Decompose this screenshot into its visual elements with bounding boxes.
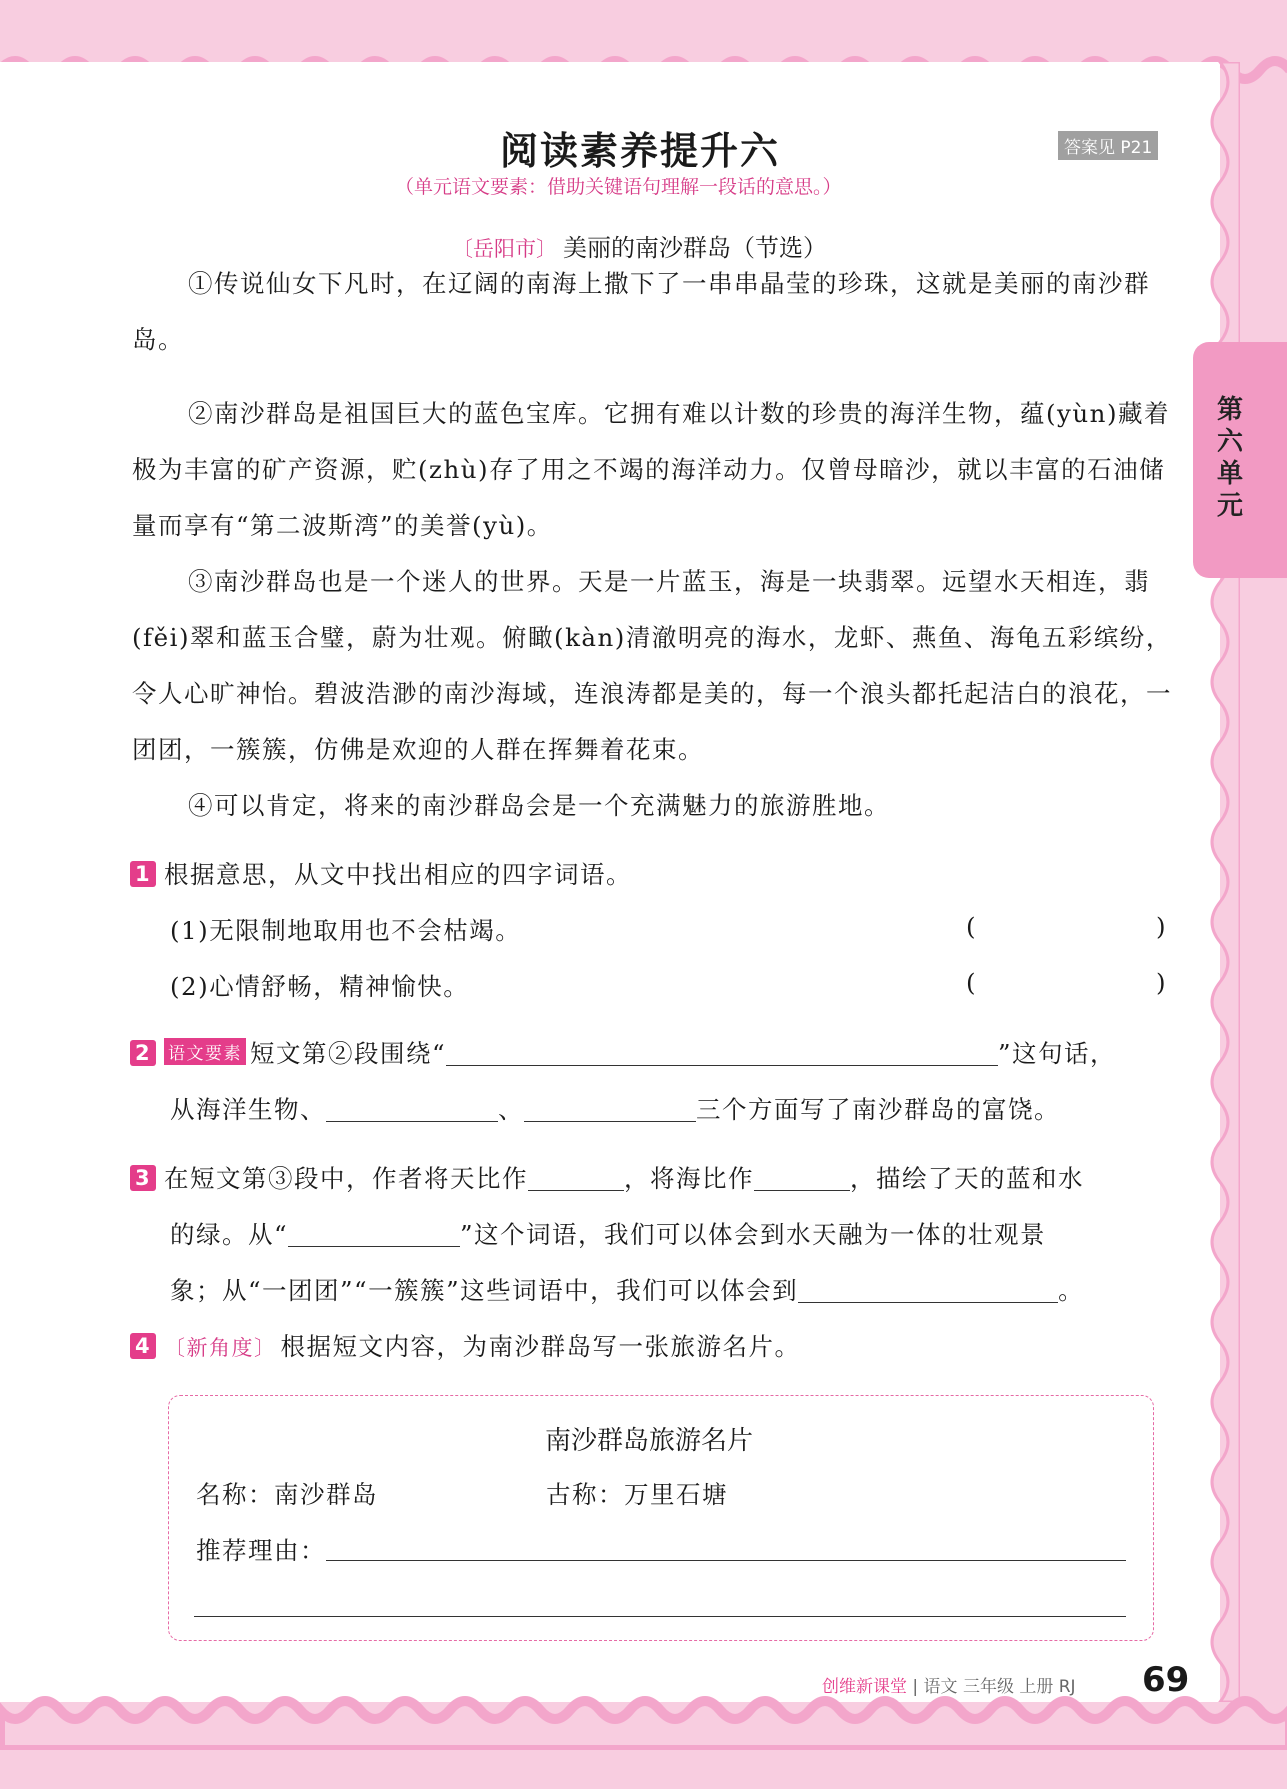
answer-reference-badge: 答案见 P21 bbox=[1058, 131, 1158, 160]
question-3-text-c: ，描绘了天的蓝和水 bbox=[850, 1164, 1084, 1193]
footer-info: | 语文 三年级 上册 RJ bbox=[912, 1677, 1076, 1697]
footer-brand: 创维新课堂 bbox=[822, 1677, 907, 1697]
page-number: 69 bbox=[1142, 1660, 1190, 1700]
question-4 bbox=[130, 1328, 801, 1363]
question-1-item-1: (1)无限制地取用也不会枯竭。 bbox=[170, 916, 522, 945]
travel-card-title: 南沙群岛旅游名片 bbox=[545, 1426, 754, 1456]
question-2-line-2 bbox=[170, 1091, 1060, 1126]
card-ancient-name: 古称：万里石塘 bbox=[546, 1480, 728, 1509]
question-3-number: 3 bbox=[130, 1165, 156, 1191]
question-1 bbox=[130, 856, 632, 891]
paragraph-3: ③南沙群岛也是一个迷人的世界。天是一片蓝玉，海是一块翡翠。远望水天相连，翡(fěi)翠和蓝玉合璧，蔚为壮观。俯瞰(kàn)清澈明亮的海水，龙虾、燕鱼、海龟五彩缤纷，令人心旷神怡。碧波浩渺的南沙海域，连浪涛都是美的，每一个浪头都托起洁白的浪花，一团团，一簇簇，仿佛是欢迎的人群在挥舞着花束。 bbox=[132, 567, 1172, 764]
chinese-element-badge: 语文要素 bbox=[164, 1038, 246, 1065]
paragraph-1: ①传说仙女下凡时，在辽阔的南海上撒下了一串串晶莹的珍珠，这就是美丽的南沙群岛。 bbox=[132, 269, 1150, 354]
question-3-line-3 bbox=[170, 1272, 1084, 1307]
question-2-text-e: 三个方面写了南沙群岛的富饶。 bbox=[696, 1095, 1060, 1124]
question-1-item-2: (2)心情舒畅，精神愉快。 bbox=[170, 972, 470, 1001]
answer-paren-close-1: ) bbox=[1156, 912, 1166, 941]
answer-blank-3c[interactable] bbox=[288, 1222, 460, 1247]
answer-paren-close-2: ) bbox=[1156, 968, 1166, 997]
question-3-line-2 bbox=[170, 1216, 1046, 1251]
question-4-text: 根据短文内容，为南沙群岛写一张旅游名片。 bbox=[280, 1332, 801, 1361]
answer-blank-3d[interactable] bbox=[798, 1278, 1058, 1303]
question-2-number: 2 bbox=[130, 1040, 156, 1066]
question-4-number: 4 bbox=[130, 1333, 156, 1359]
answer-blank-3a[interactable] bbox=[528, 1166, 624, 1191]
question-2-text-b: ”这句话， bbox=[998, 1039, 1117, 1068]
bottom-wave-border bbox=[0, 1680, 1287, 1750]
answer-blank-3b[interactable] bbox=[754, 1166, 850, 1191]
question-3-text-a: 在短文第③段中，作者将天比作 bbox=[164, 1164, 528, 1193]
reason-answer-line-2[interactable] bbox=[194, 1616, 1126, 1617]
unit-requirement-subtitle: （单元语文要素：借助关键语句理解一段话的意思。） bbox=[395, 176, 842, 198]
unit-side-tab-label: 第六单元 bbox=[1217, 395, 1244, 521]
paragraph-4: ④可以肯定，将来的南沙群岛会是一个充满魅力的旅游胜地。 bbox=[188, 791, 890, 820]
question-3-text-b: ，将海比作 bbox=[624, 1164, 754, 1193]
answer-blank-2c[interactable] bbox=[524, 1097, 696, 1122]
question-3-text-d: 的绿。从“ bbox=[170, 1220, 289, 1249]
passage-title: 美丽的南沙群岛（节选） bbox=[563, 234, 827, 262]
question-2-text-a: 短文第②段围绕“ bbox=[250, 1039, 447, 1068]
question-2 bbox=[130, 1035, 1116, 1070]
footer-book-info bbox=[822, 1672, 1076, 1697]
card-reason-label: 推荐理由： bbox=[196, 1536, 326, 1565]
question-1-number: 1 bbox=[130, 861, 156, 887]
region-tag: 〔岳阳市〕 bbox=[452, 237, 557, 261]
answer-paren-open-1: ( bbox=[966, 912, 976, 941]
page-title: 阅读素养提升六 bbox=[500, 129, 781, 173]
reason-answer-line-1[interactable] bbox=[326, 1560, 1126, 1561]
answer-blank-2b[interactable] bbox=[326, 1097, 498, 1122]
question-3-text-f: 象；从“一团团”“一簇簇”这些词语中，我们可以体会到 bbox=[170, 1276, 799, 1305]
answer-paren-open-2: ( bbox=[966, 968, 976, 997]
question-2-text-c: 从海洋生物、 bbox=[170, 1095, 326, 1124]
question-3-text-g: 。 bbox=[1058, 1276, 1085, 1305]
unit-side-tab bbox=[1193, 342, 1287, 578]
paragraph-2: ②南沙群岛是祖国巨大的蓝色宝库。它拥有难以计数的珍贵的海洋生物，蕴(yùn)藏着极为丰富的矿产资源，贮(zhù)存了用之不竭的海洋动力。仅曾母暗沙，就以丰富的石油储量而享有“第二波斯湾”的美誉(yù)。 bbox=[132, 399, 1171, 540]
card-name: 名称：南沙群岛 bbox=[196, 1480, 378, 1509]
right-wave-edge bbox=[1200, 62, 1240, 1702]
question-2-text-d: 、 bbox=[498, 1095, 524, 1124]
answer-blank-2a[interactable] bbox=[446, 1041, 998, 1066]
question-1-text: 根据意思，从文中找出相应的四字词语。 bbox=[164, 860, 632, 889]
new-angle-tag: 〔新角度〕 bbox=[164, 1336, 277, 1360]
question-3-text-e: ”这个词语，我们可以体会到水天融为一体的壮观景 bbox=[460, 1220, 1047, 1249]
question-3 bbox=[130, 1160, 1084, 1195]
